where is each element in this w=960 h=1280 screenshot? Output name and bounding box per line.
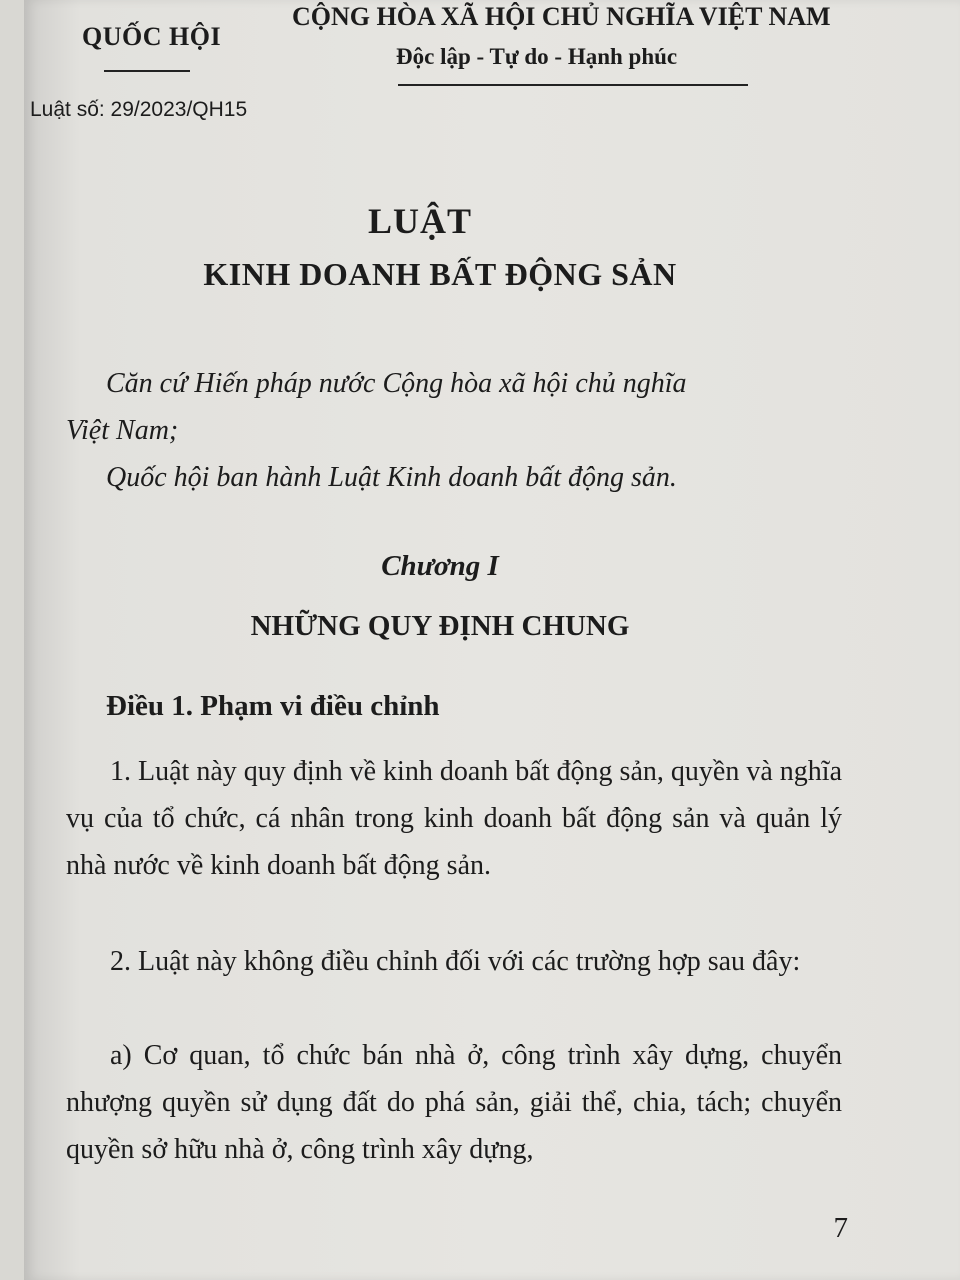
preamble-enactment bbox=[66, 454, 844, 501]
issuer-name: QUỐC HỘI bbox=[82, 22, 222, 51]
clause-1-text: 1. Luật này quy định về kinh doanh bất động sản, quyền và nghĩa vụ của tổ chức, cá nhân trong kinh doanh bất động sản và quản lý nhà nước về kinh doanh bất động sản. bbox=[66, 756, 842, 881]
motto-underline bbox=[398, 84, 748, 86]
clause-2-text: 2. Luật này không điều chỉnh đối với các trường hợp sau đây: bbox=[110, 946, 801, 977]
clause-2a bbox=[66, 1032, 842, 1173]
issuer-underline bbox=[104, 70, 190, 72]
article-heading: Điều 1. Phạm vi điều chỉnh bbox=[106, 690, 440, 722]
clause-2 bbox=[66, 938, 842, 985]
law-name-title: KINH DOANH BẤT ĐỘNG SẢN bbox=[203, 256, 677, 292]
document-type-title: LUẬT bbox=[367, 201, 473, 241]
clause-2a-text: a) Cơ quan, tổ chức bán nhà ở, công trình xây dựng, chuyển nhượng quyền sử dụng đất do phá sản, giải thể, chia, tách; chuyển quyền sở hữu nhà ở, công trình xây dựng, bbox=[66, 1040, 842, 1165]
preamble-line-1: Căn cứ Hiến pháp nước Cộng hòa xã hội chủ nghĩa bbox=[106, 368, 687, 399]
preamble-line-2: Việt Nam; bbox=[66, 415, 179, 446]
national-motto: Độc lập - Tự do - Hạnh phúc bbox=[396, 44, 678, 69]
chapter-title: NHỮNG QUY ĐỊNH CHUNG bbox=[250, 610, 630, 642]
preamble-line-3: Quốc hội ban hành Luật Kinh doanh bất động sản. bbox=[106, 462, 677, 493]
preamble-basis bbox=[66, 360, 844, 454]
page-number: 7 bbox=[833, 1212, 848, 1244]
national-title: CỘNG HÒA XÃ HỘI CHỦ NGHĨA VIỆT NAM bbox=[292, 2, 831, 31]
law-number: Luật số: 29/2023/QH15 bbox=[30, 98, 248, 121]
clause-1 bbox=[66, 748, 842, 889]
chapter-label: Chương I bbox=[381, 550, 499, 582]
